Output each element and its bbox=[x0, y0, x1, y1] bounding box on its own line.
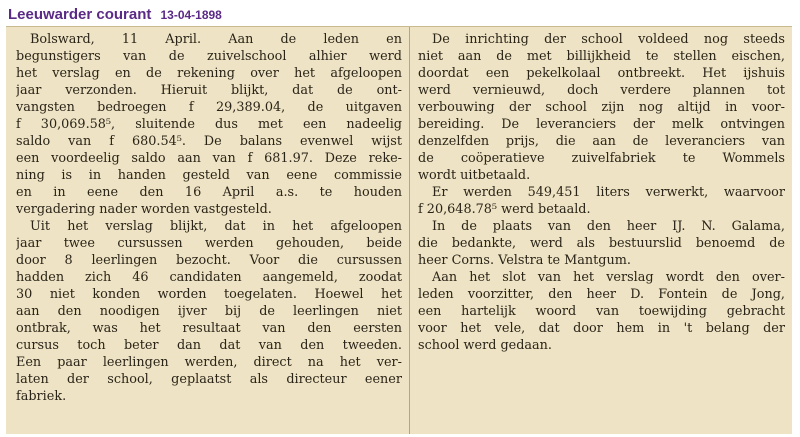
article-line: ontbrak, was het resultaat van den eersten bbox=[16, 321, 402, 336]
article-line: denzelfden prijs, die aan de leveranciers van bbox=[418, 134, 785, 149]
article-line: ning is in handen gesteld van eene commissie bbox=[16, 168, 402, 183]
article-line: een hartelijk woord van toewijding gebracht bbox=[418, 304, 785, 319]
article-line: verbouwing der school zijn nog altijd in voor- bbox=[418, 100, 785, 115]
article-line: door 8 leerlingen bezocht. Voor die cursussen bbox=[16, 253, 402, 268]
article-line: cursus toch beter dan dat van den tweeden. bbox=[16, 338, 402, 353]
article-left-column bbox=[16, 31, 402, 405]
article-line: Bolsward, 11 April. Aan de leden en bbox=[30, 32, 402, 47]
article-line: de coöperatieve zuivelfabriek te Wommels bbox=[418, 151, 785, 166]
article-line: wordt uitbetaald. bbox=[418, 168, 531, 183]
article-line: begunstigers van de zuivelschool alhier werd bbox=[16, 49, 402, 64]
article-line: fabriek. bbox=[16, 389, 67, 404]
article-line: heer Corns. Velstra te Mantgum. bbox=[418, 253, 631, 268]
article-line: f 30,069.58⁵, sluitende dus met een nadeelig bbox=[16, 117, 402, 132]
article-line: die bedankte, werd als bestuurslid benoemd de bbox=[418, 236, 785, 251]
article-line: niet aan de met billijkheid te stellen eischen, bbox=[418, 49, 785, 64]
newspaper-title[interactable]: Leeuwarder courant bbox=[8, 6, 152, 23]
article-line: werd vernieuwd, doch verdere plannen tot bbox=[418, 83, 785, 98]
article-line: hadden zich 46 candidaten aangemeld, zoodat bbox=[16, 270, 402, 285]
article-line: bereiding. De leveranciers der melk ontvingen bbox=[418, 117, 785, 132]
page-header bbox=[8, 4, 222, 24]
article-line: Een paar leerlingen werden, direct na het ver- bbox=[16, 355, 402, 370]
article-line: In de plaats van den heer IJ. N. Galama, bbox=[432, 219, 785, 234]
article-line: en in eene den 16 April a.s. te houden bbox=[16, 185, 402, 200]
article-line: De inrichting der school voldeed nog steeds bbox=[432, 32, 785, 47]
issue-date: 13-04-1898 bbox=[160, 8, 222, 22]
newspaper-clipping bbox=[6, 26, 792, 434]
article-line: f 20,648.78⁵ werd betaald. bbox=[418, 202, 591, 217]
article-line: 30 niet konden worden toegelaten. Hoewel het bbox=[16, 287, 402, 302]
article-line: school werd gedaan. bbox=[418, 338, 552, 353]
article-line: vangsten bedroegen f 29,389.04, de uitgaven bbox=[16, 100, 402, 115]
article-line: laten der school, geplaatst als directeur eener bbox=[16, 372, 402, 387]
article-line: aan den noodigen ijver bij de leerlingen niet bbox=[16, 304, 402, 319]
article-line: Uit het verslag blijkt, dat in het afgeloopen bbox=[30, 219, 402, 234]
article-line: Er werden 549,451 liters verwerkt, waarvoor bbox=[432, 185, 785, 200]
article-line: leden voorzitter, den heer D. Fontein de Jong, bbox=[418, 287, 785, 302]
article-line: saldo van f 680.54⁵. De balans evenwel wijst bbox=[16, 134, 402, 149]
article-line: Aan het slot van het verslag wordt den over- bbox=[432, 270, 785, 285]
article-line: het verslag en de rekening over het afgeloopen bbox=[16, 66, 402, 81]
article-right-column bbox=[418, 31, 785, 354]
article-line: vergadering nader worden vastgesteld. bbox=[16, 202, 272, 217]
article-line: voor het vele, dat door hem in 't belang der bbox=[418, 321, 785, 336]
article-line: jaar verzonden. Hieruit blijkt, dat de ont- bbox=[16, 83, 402, 98]
column-divider bbox=[409, 27, 410, 434]
article-line: jaar twee cursussen werden gehouden, beide bbox=[16, 236, 402, 251]
article-line: doordat een pekelkolaal ontbreekt. Het ijshuis bbox=[418, 66, 785, 81]
article-line: een voordeelig saldo aan van f 681.97. Deze reke- bbox=[16, 151, 402, 166]
